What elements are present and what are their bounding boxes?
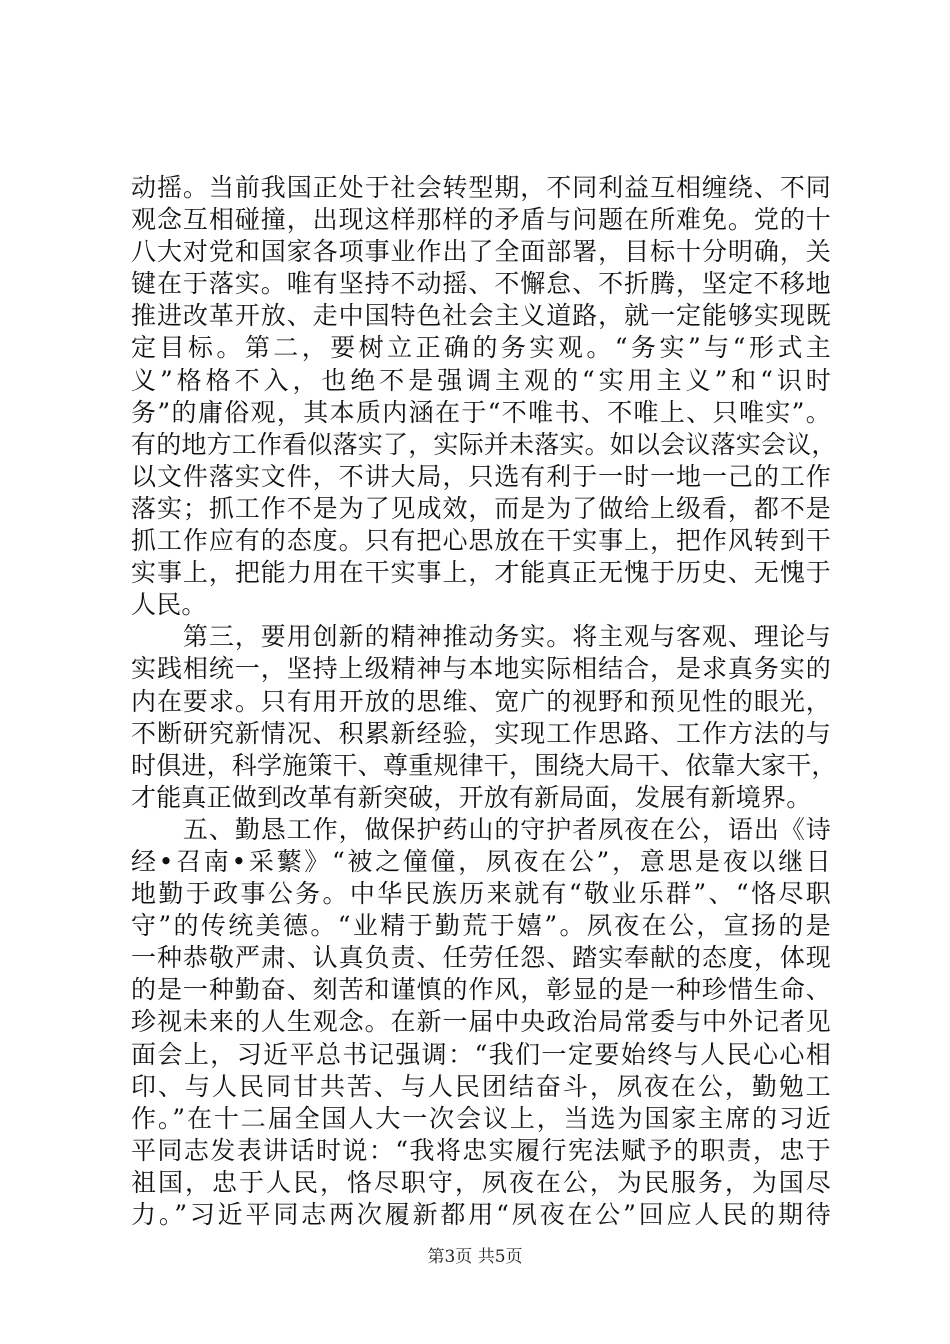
text-line: 力。”习近平同志两次履新都用“夙夜在公”回应人民的期待	[131, 1200, 831, 1229]
text-line: 作。”在十二届全国人大一次会议上，当选为国家主席的习近	[131, 1103, 831, 1133]
text-line: 面会上，习近平总书记强调：“我们一定要始终与人民心心相	[131, 1039, 831, 1069]
text-line: 义”格格不入，也绝不是强调主观的“实用主义”和“识时	[131, 365, 831, 395]
text-line: 务”的庸俗观，其本质内涵在于“不唯书、不唯上、只唯实”。	[131, 397, 831, 427]
page-footer: 第3页 共5页	[427, 1247, 523, 1267]
text-line: 以文件落实文件，不讲大局，只选有利于一时一地一己的工作	[131, 461, 831, 491]
text-line: 印、与人民同甘共苦、与人民团结奋斗，夙夜在公，勤勉工	[131, 1071, 831, 1101]
text-line: 珍视未来的人生观念。在新一届中央政治局常委与中外记者见	[131, 1007, 831, 1037]
text-line: 内在要求。只有用开放的思维、宽广的视野和预见性的眼光，	[131, 686, 831, 716]
text-line: 实践相统一，坚持上级精神与本地实际相结合，是求真务实的	[131, 654, 831, 684]
body-text	[131, 172, 837, 1231]
text-line: 一种恭敬严肃、认真负责、任劳任怨、踏实奉献的态度，体现	[131, 943, 831, 973]
text-line: 观念互相碰撞，出现这样那样的矛盾与问题在所难免。党的十	[131, 205, 831, 235]
text-line: 第三，要用创新的精神推动务实。将主观与客观、理论与	[131, 622, 831, 652]
text-line: 才能真正做到改革有新突破，开放有新局面，发展有新境界。	[131, 782, 812, 812]
text-line: 实事上，把能力用在干实事上，才能真正无愧于历史、无愧于	[131, 558, 831, 588]
text-line: 有的地方工作看似落实了，实际并未落实。如以会议落实会议，	[131, 429, 837, 459]
text-line: 平同志发表讲话时说：“我将忠实履行宪法赋予的职责，忠于	[131, 1135, 831, 1165]
text-line: 五、勤恳工作，做保护药山的守护者夙夜在公，语出《诗	[131, 814, 831, 844]
text-line: 不断研究新情况、积累新经验，实现工作思路、工作方法的与	[131, 718, 831, 748]
text-line: 守”的传统美德。“业精于勤荒于嬉”。夙夜在公，宣扬的是	[131, 911, 831, 941]
text-line: 时俱进，科学施策干、尊重规律干，围绕大局干、依靠大家干，	[131, 750, 837, 780]
text-line: 人民。	[131, 590, 207, 620]
text-line: 地勤于政事公务。中华民族历来就有“敬业乐群”、“恪尽职	[131, 879, 831, 909]
text-line: 动摇。当前我国正处于社会转型期，不同利益互相缠绕、不同	[131, 173, 831, 202]
text-line: 祖国，忠于人民，恪尽职守，夙夜在公，为民服务，为国尽	[131, 1167, 831, 1197]
text-line: 落实；抓工作不是为了见成效，而是为了做给上级看，都不是	[131, 493, 831, 523]
text-line: 定目标。第二，要树立正确的务实观。“务实”与“形式主	[131, 333, 831, 363]
text-line: 的是一种勤奋、刻苦和谨慎的作风，彰显的是一种珍惜生命、	[131, 975, 831, 1005]
text-line: 经•召南•采蘩》“被之僮僮，夙夜在公”，意思是夜以继日	[131, 846, 831, 876]
text-line: 八大对党和国家各项事业作出了全面部署，目标十分明确，关	[131, 237, 831, 267]
text-line: 键在于落实。唯有坚持不动摇、不懈怠、不折腾，坚定不移地	[131, 269, 831, 299]
text-line: 推进改革开放、走中国特色社会主义道路，就一定能够实现既	[131, 301, 831, 331]
text-line: 抓工作应有的态度。只有把心思放在干实事上，把作风转到干	[131, 526, 831, 556]
